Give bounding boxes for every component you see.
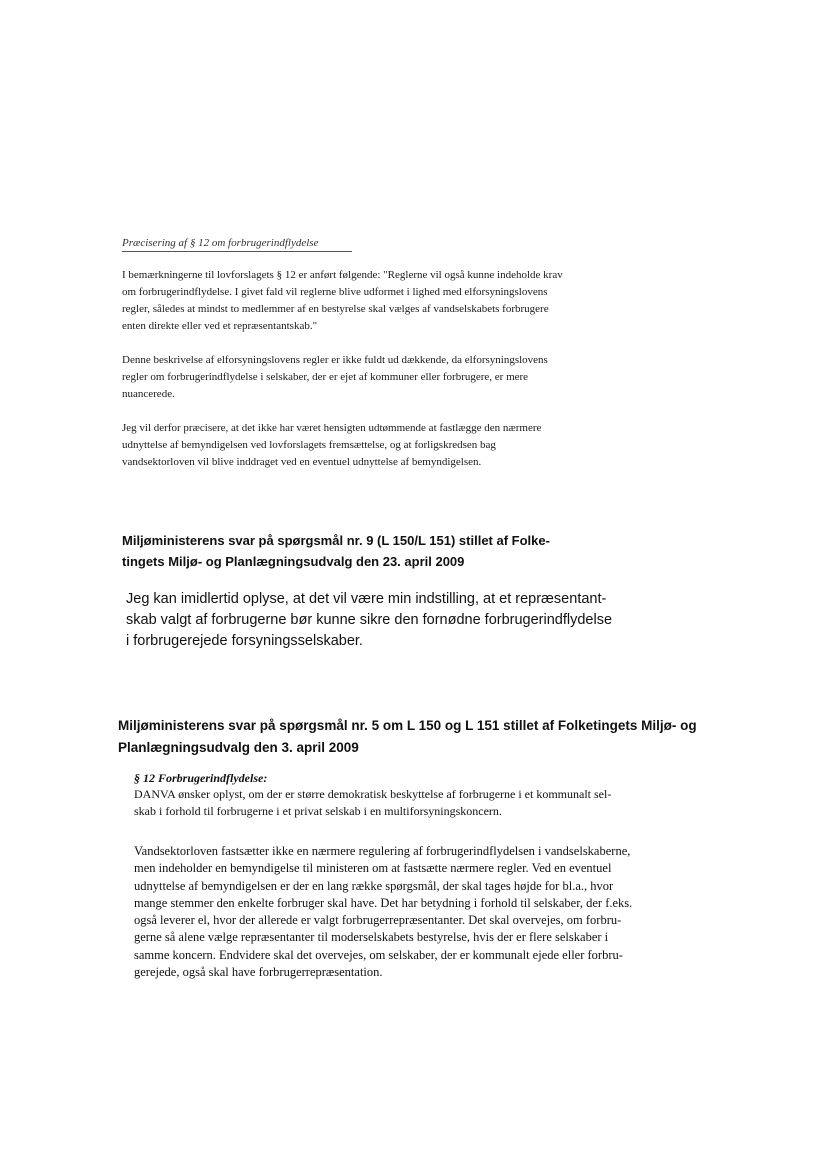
- text-line: Vandsektorloven fastsætter ikke en nærmere regulering af forbrugerindflydelsen i vandselskaberne,: [134, 844, 631, 858]
- text-line: Jeg kan imidlertid oplyse, at det vil være min indstilling, at et repræsentant-: [126, 591, 607, 607]
- heading-line: Miljøministerens svar på spørgsmål nr. 9 (L 150/L 151) stillet af Folke-: [122, 533, 550, 548]
- section3-subheading: § 12 Forbrugerindflydelse:: [134, 771, 268, 785]
- section1-paragraph-3: [122, 420, 563, 471]
- section3-heading: [118, 715, 697, 759]
- text-line: I bemærkningerne til lovforslagets § 12 er anført følgende: "Reglerne vil også kunne indeholde krav: [122, 269, 563, 281]
- text-line: DANVA ønsker oplyst, om der er større demokratisk beskyttelse af forbrugerne i et kommunalt sel-: [134, 787, 612, 801]
- heading-line: Planlægningsudvalg den 3. april 2009: [118, 740, 359, 755]
- text-line: enten direkte eller ved et repræsentantskab.": [122, 320, 318, 332]
- text-line: nuancerede.: [122, 388, 175, 400]
- text-line: gerne så alene vælge repræsentanter til moderselskabets bestyrelse, hvis der er flere selskaber i: [134, 930, 609, 945]
- section1-title: Præcisering af § 12 om forbrugerindflydelse: [122, 236, 352, 252]
- text-line: regler om forbrugerindflydelse i selskaber, der er ejet af kommuner eller forbrugere, er mere: [122, 371, 529, 383]
- text-line: gerejede, også skal have forbrugerrepræsentation.: [134, 965, 383, 980]
- text-line: mange stemmer den enkelte forbruger skal have. Det har betydning i forhold til selskaber, der f.eks.: [134, 895, 633, 910]
- heading-line: tingets Miljø- og Planlægningsudvalg den 23. april 2009: [122, 554, 465, 569]
- section1-body: [122, 267, 563, 488]
- text-line: Denne beskrivelse af elforsyningslovens regler er ikke fuldt ud dækkende, da elforsyningslovens: [122, 354, 548, 366]
- text-line: men indeholder en bemyndigelse til ministeren om at fastsætte nærmere regler. Ved en eventuel: [134, 861, 612, 876]
- text-line: skab valgt af forbrugerne bør kunne sikre den fornødne forbrugerindflydelse: [126, 612, 613, 628]
- text-line: også leverer el, hvor der allerede er valgt forbrugerrepræsentanter. Det skal overvejes, om forbru-: [134, 913, 622, 928]
- text-line: Jeg vil derfor præcisere, at det ikke har været hensigten udtømmende at fastlægge den nærmere: [122, 422, 542, 434]
- section2-heading: [122, 530, 550, 572]
- text-line: i forbrugerejede forsyningsselskaber.: [126, 633, 363, 649]
- text-line: om forbrugerindflydelse. I givet fald vil reglerne blive udformet i lighed med elforsyningslovens: [122, 286, 548, 298]
- section3-paragraph-2: [134, 843, 632, 981]
- text-line: skab i forhold til forbrugerne i et privat selskab i en multiforsyningskoncern.: [134, 804, 502, 818]
- section3-paragraph-1: [134, 786, 611, 820]
- heading-line: Miljøministerens svar på spørgsmål nr. 5 om L 150 og L 151 stillet af Folketingets Miljø- og: [118, 718, 697, 733]
- text-line: udnyttelse af bemyndigelsen er der en lang række spørgsmål, der skal tages højde for bl.a., hvor: [134, 878, 614, 893]
- section1-paragraph-1: [122, 267, 563, 335]
- text-line: samme koncern. Endvidere skal det overvejes, om selskaber, der er kommunalt ejede eller forbru-: [134, 947, 623, 962]
- text-line: vandsektorloven vil blive inddraget ved en eventuel udnyttelse af bemyndigelsen.: [122, 456, 482, 468]
- section2-body: [126, 589, 612, 652]
- text-line: regler, således at mindst to medlemmer af en bestyrelse skal vælges af vandselskabets forbrugere: [122, 303, 549, 315]
- section1-paragraph-2: [122, 352, 563, 403]
- text-line: udnyttelse af bemyndigelsen ved lovforslagets fremsættelse, og at forligskredsen bag: [122, 439, 496, 451]
